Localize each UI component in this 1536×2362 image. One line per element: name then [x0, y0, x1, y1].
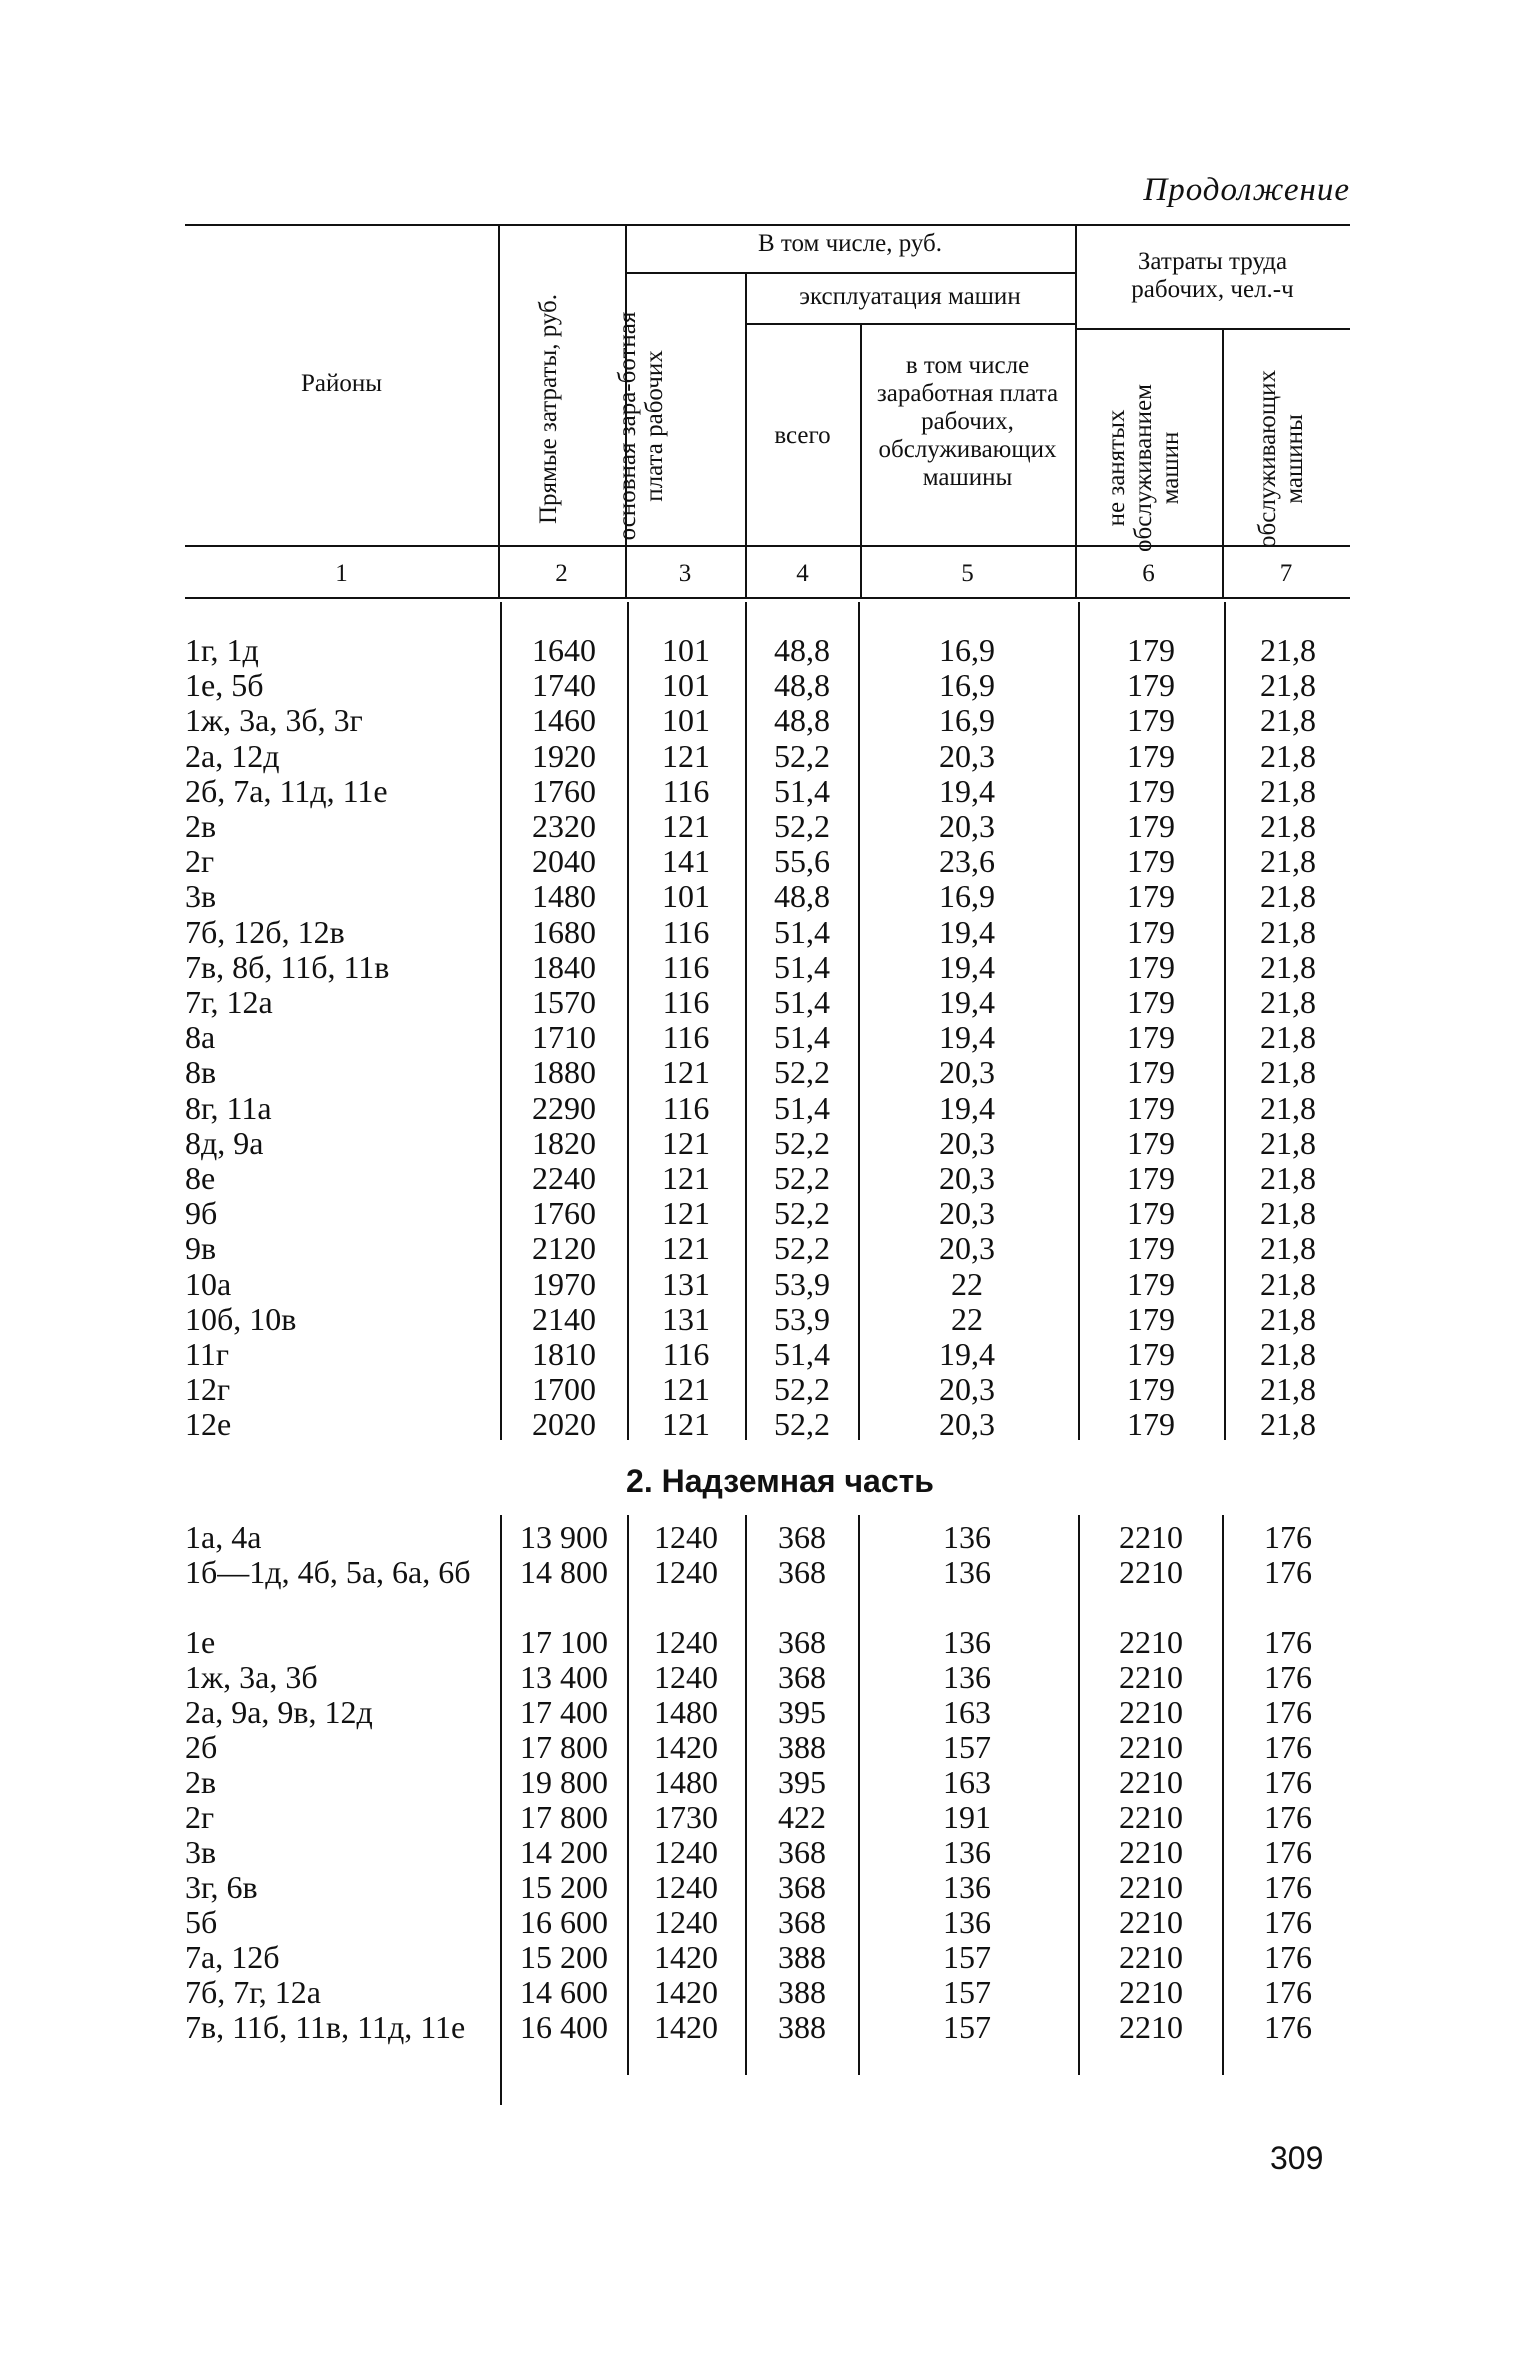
cell-direct-costs: 14 600 [520, 1974, 608, 2010]
cell-base-wage: 1420 [654, 2009, 718, 2045]
cell-base-wage: 1420 [654, 1974, 718, 2010]
cell-labor-machine: 21,8 [1260, 843, 1316, 880]
cell-labor-not-machine: 179 [1127, 667, 1175, 704]
cell-labor-not-machine: 179 [1127, 702, 1175, 739]
header-vline [498, 224, 500, 597]
cell-machine-total: 388 [778, 1729, 826, 1765]
cell-region: 9б [185, 1195, 218, 1232]
cell-direct-costs: 1810 [532, 1336, 596, 1372]
cell-base-wage: 121 [662, 1371, 710, 1408]
cell-labor-machine: 176 [1264, 1869, 1312, 1905]
cell-machine-wage: 19,4 [939, 1019, 995, 1056]
cell-base-wage: 116 [662, 1089, 710, 1126]
cell-machine-total: 53,9 [774, 1265, 830, 1302]
cell-labor-machine: 176 [1264, 1939, 1312, 1975]
cell-machine-total: 368 [778, 1519, 826, 1555]
body-vline [1222, 1515, 1224, 2075]
cell-base-wage: 101 [662, 632, 710, 668]
cell-labor-not-machine: 2210 [1119, 1624, 1183, 1660]
cell-machine-wage: 136 [943, 1659, 991, 1695]
cell-direct-costs: 13 400 [520, 1659, 608, 1695]
cell-base-wage: 141 [662, 843, 710, 880]
cell-machine-wage: 163 [943, 1764, 991, 1800]
cell-labor-machine: 21,8 [1260, 913, 1316, 950]
header-incl-wage: в том числе заработная плата рабочих, обслуживающих машины [876, 352, 1059, 491]
cell-base-wage: 101 [662, 667, 710, 704]
cell-region: 9в [185, 1230, 217, 1267]
cell-base-wage: 101 [662, 702, 710, 739]
table-top-rule [185, 224, 1350, 226]
cell-direct-costs: 2140 [532, 1300, 596, 1337]
cell-labor-not-machine: 179 [1127, 1019, 1175, 1056]
cell-labor-machine: 21,8 [1260, 1089, 1316, 1126]
cell-direct-costs: 1840 [532, 948, 596, 985]
cell-region: 8г, 11а [185, 1089, 272, 1126]
cell-machine-wage: 19,4 [939, 1089, 995, 1126]
cell-machine-total: 52,2 [774, 1230, 830, 1267]
cell-direct-costs: 17 100 [520, 1624, 608, 1660]
cell-labor-not-machine: 179 [1127, 737, 1175, 774]
cell-labor-machine: 21,8 [1260, 1265, 1316, 1302]
cell-direct-costs: 1700 [532, 1371, 596, 1408]
cell-machine-wage: 157 [943, 1939, 991, 1975]
cell-region: 8а [185, 1019, 216, 1056]
cell-base-wage: 131 [662, 1300, 710, 1337]
cell-labor-not-machine: 179 [1127, 1054, 1175, 1091]
cell-machine-wage: 20,3 [939, 1160, 995, 1196]
cell-labor-machine: 21,8 [1260, 878, 1316, 915]
cell-base-wage: 116 [662, 772, 710, 809]
cell-direct-costs: 2120 [532, 1230, 596, 1267]
cell-labor-not-machine: 179 [1127, 1300, 1175, 1337]
cell-labor-machine: 21,8 [1260, 1019, 1316, 1056]
cell-region: 3г, 6в [185, 1869, 258, 1905]
cell-machine-total: 52,2 [774, 1195, 830, 1232]
cell-base-wage: 1240 [654, 1659, 718, 1695]
cell-region: 2г [185, 843, 215, 880]
cell-direct-costs: 1920 [532, 737, 596, 774]
cell-machine-total: 48,8 [774, 632, 830, 668]
cell-labor-not-machine: 179 [1127, 1336, 1175, 1372]
cell-machine-total: 53,9 [774, 1300, 830, 1337]
header-machine-exploitation: эксплуатация машин [799, 283, 1021, 310]
cell-direct-costs: 2240 [532, 1160, 596, 1196]
cell-region: 2а, 12д [185, 737, 280, 774]
cell-machine-total: 51,4 [774, 772, 830, 809]
cell-direct-costs: 1740 [532, 667, 596, 704]
cell-labor-machine: 21,8 [1260, 984, 1316, 1020]
cell-labor-not-machine: 2210 [1119, 1799, 1183, 1835]
rule-under-labor [1075, 328, 1350, 330]
header-vline [860, 323, 862, 597]
cell-region: 8в [185, 1054, 217, 1091]
rule-under-exploitation [745, 323, 1075, 325]
cell-direct-costs: 1760 [532, 772, 596, 809]
cell-labor-machine: 21,8 [1260, 1371, 1316, 1408]
cell-region: 7в, 8б, 11б, 11в [185, 948, 390, 985]
cell-region: 5б [185, 1904, 218, 1940]
cell-labor-machine: 176 [1264, 1694, 1312, 1730]
cell-base-wage: 1240 [654, 1519, 718, 1555]
cell-machine-total: 388 [778, 2009, 826, 2045]
cell-base-wage: 1420 [654, 1939, 718, 1975]
cell-labor-not-machine: 179 [1127, 1089, 1175, 1126]
cell-base-wage: 121 [662, 1230, 710, 1267]
cell-labor-machine: 176 [1264, 1764, 1312, 1800]
cell-labor-not-machine: 2210 [1119, 1519, 1183, 1555]
cell-labor-machine: 176 [1264, 1519, 1312, 1555]
cell-region: 7а, 12б [185, 1939, 280, 1975]
cell-labor-machine: 21,8 [1260, 948, 1316, 985]
cell-machine-total: 48,8 [774, 667, 830, 704]
col-number-5: 5 [961, 560, 974, 587]
col-number-1: 1 [335, 560, 348, 587]
cell-machine-total: 388 [778, 1939, 826, 1975]
cell-machine-wage: 23,6 [939, 843, 995, 880]
cell-region: 2б, 7а, 11д, 11е [185, 772, 388, 809]
cell-base-wage: 121 [662, 737, 710, 774]
header-machine-serving: обслуживающих машины [1254, 370, 1308, 548]
cell-direct-costs: 17 400 [520, 1694, 608, 1730]
cell-labor-machine: 176 [1264, 1624, 1312, 1660]
col-number-7: 7 [1279, 560, 1293, 587]
cell-labor-not-machine: 2210 [1119, 1834, 1183, 1870]
cell-machine-total: 51,4 [774, 1089, 830, 1126]
header-not-machine: не занятых обслуживанием машин [1103, 384, 1184, 552]
cell-region: 7г, 12а [185, 984, 273, 1020]
cell-machine-wage: 19,4 [939, 913, 995, 950]
cell-region: 1ж, 3а, 3б [185, 1659, 318, 1695]
col-number-4: 4 [796, 560, 809, 587]
header-total: всего [774, 422, 831, 449]
cell-machine-total: 368 [778, 1869, 826, 1905]
cell-region: 10а [185, 1265, 232, 1302]
cell-machine-total: 395 [778, 1764, 826, 1800]
header-vline [1222, 328, 1224, 597]
cell-machine-total: 52,2 [774, 1371, 830, 1408]
cell-labor-machine: 21,8 [1260, 1336, 1316, 1372]
cell-machine-wage: 157 [943, 1974, 991, 2010]
col-number-6: 6 [1142, 560, 1155, 587]
cell-machine-total: 368 [778, 1624, 826, 1660]
cell-base-wage: 116 [662, 913, 710, 950]
cell-machine-wage: 20,3 [939, 1195, 995, 1232]
cell-machine-total: 51,4 [774, 984, 830, 1020]
cell-labor-not-machine: 2210 [1119, 1904, 1183, 1940]
cell-machine-total: 51,4 [774, 1336, 830, 1372]
cell-machine-total: 52,2 [774, 1124, 830, 1161]
cell-machine-wage: 191 [943, 1799, 991, 1835]
cell-direct-costs: 2020 [532, 1406, 596, 1443]
cell-machine-total: 51,4 [774, 913, 830, 950]
cell-direct-costs: 1760 [532, 1195, 596, 1232]
cell-machine-total: 55,6 [774, 843, 830, 880]
cell-region: 10б, 10в [185, 1300, 297, 1337]
cell-labor-not-machine: 179 [1127, 632, 1175, 668]
cell-base-wage: 1730 [654, 1799, 718, 1835]
cell-labor-machine: 21,8 [1260, 702, 1316, 739]
header-labor-costs: Затраты труда рабочих, чел.-ч [1131, 248, 1294, 303]
cell-direct-costs: 14 200 [520, 1834, 608, 1870]
cell-labor-not-machine: 2210 [1119, 1869, 1183, 1905]
cell-labor-not-machine: 179 [1127, 1195, 1175, 1232]
cell-base-wage: 101 [662, 878, 710, 915]
cell-base-wage: 121 [662, 1054, 710, 1091]
cell-labor-machine: 21,8 [1260, 1195, 1316, 1232]
cell-direct-costs: 15 200 [520, 1869, 608, 1905]
cell-machine-wage: 16,9 [939, 702, 995, 739]
cell-direct-costs: 19 800 [520, 1764, 608, 1800]
cell-direct-costs: 2320 [532, 808, 596, 844]
cell-base-wage: 1240 [654, 1834, 718, 1870]
cell-machine-wage: 16,9 [939, 878, 995, 915]
cell-machine-wage: 19,4 [939, 984, 995, 1020]
cell-machine-wage: 157 [943, 1729, 991, 1765]
cell-labor-machine: 176 [1264, 1834, 1312, 1870]
cell-region: 2г [185, 1799, 215, 1835]
cell-labor-machine: 21,8 [1260, 632, 1316, 668]
cell-labor-not-machine: 179 [1127, 1124, 1175, 1161]
cell-labor-not-machine: 179 [1127, 1160, 1175, 1196]
cell-machine-wage: 136 [943, 1869, 991, 1905]
cell-region: 2в [185, 808, 217, 844]
cell-direct-costs: 2290 [532, 1089, 596, 1126]
cell-machine-total: 51,4 [774, 948, 830, 985]
cell-base-wage: 1480 [654, 1764, 718, 1800]
cell-base-wage: 131 [662, 1265, 710, 1302]
cell-machine-wage: 19,4 [939, 948, 995, 985]
cell-machine-wage: 136 [943, 1904, 991, 1940]
cell-region: 7б, 12б, 12в [185, 913, 345, 950]
cell-machine-wage: 157 [943, 2009, 991, 2045]
cell-machine-total: 52,2 [774, 1054, 830, 1091]
cell-region: 3в [185, 878, 217, 915]
cell-machine-total: 388 [778, 1974, 826, 2010]
cell-machine-wage: 16,9 [939, 667, 995, 704]
cell-labor-not-machine: 2210 [1119, 2009, 1183, 2045]
cell-direct-costs: 1570 [532, 984, 596, 1020]
cell-machine-total: 422 [778, 1799, 826, 1835]
cell-labor-machine: 21,8 [1260, 1124, 1316, 1161]
cell-machine-total: 48,8 [774, 702, 830, 739]
body-vline [745, 1515, 747, 2075]
cell-direct-costs: 15 200 [520, 1939, 608, 1975]
cell-region: 7в, 11б, 11в, 11д, 11е [185, 2009, 466, 2045]
page-number: 309 [1270, 2140, 1324, 2176]
cell-machine-total: 368 [778, 1659, 826, 1695]
cell-base-wage: 116 [662, 1336, 710, 1372]
body-vline [858, 602, 860, 1440]
cell-machine-wage: 20,3 [939, 1406, 995, 1443]
cell-base-wage: 1420 [654, 1729, 718, 1765]
cell-direct-costs: 17 800 [520, 1729, 608, 1765]
cell-region: 1ж, 3а, 3б, 3г [185, 702, 363, 739]
cell-labor-machine: 21,8 [1260, 1054, 1316, 1091]
cell-base-wage: 121 [662, 1406, 710, 1443]
cell-direct-costs: 17 800 [520, 1799, 608, 1835]
cell-base-wage: 121 [662, 1195, 710, 1232]
cell-machine-wage: 20,3 [939, 1230, 995, 1267]
cell-labor-not-machine: 179 [1127, 843, 1175, 880]
header-vline [1075, 224, 1077, 597]
cell-direct-costs: 1710 [532, 1019, 596, 1056]
colnum-bottom-rule [185, 597, 1350, 599]
cell-machine-total: 368 [778, 1834, 826, 1870]
cell-direct-costs: 1460 [532, 702, 596, 739]
cell-machine-total: 51,4 [774, 1019, 830, 1056]
cell-region: 1е, 5б [185, 667, 264, 704]
cell-direct-costs: 1880 [532, 1054, 596, 1091]
body-vline [745, 602, 747, 1440]
cell-direct-costs: 1640 [532, 632, 596, 668]
col-number-3: 3 [678, 560, 692, 587]
cell-machine-total: 48,8 [774, 878, 830, 915]
cell-labor-not-machine: 179 [1127, 1265, 1175, 1302]
cell-labor-not-machine: 2210 [1119, 1764, 1183, 1800]
cell-base-wage: 121 [662, 808, 710, 844]
cell-labor-not-machine: 179 [1127, 878, 1175, 915]
cell-labor-not-machine: 179 [1127, 948, 1175, 985]
cell-direct-costs: 1680 [532, 913, 596, 950]
col-number-2: 2 [555, 560, 568, 587]
cell-labor-machine: 21,8 [1260, 808, 1316, 844]
cell-labor-machine: 21,8 [1260, 1300, 1316, 1337]
cell-region: 1е [185, 1624, 216, 1660]
cell-machine-wage: 16,9 [939, 632, 995, 668]
cell-machine-total: 52,2 [774, 737, 830, 774]
cell-direct-costs: 1480 [532, 878, 596, 915]
cell-direct-costs: 1970 [532, 1265, 596, 1302]
cell-labor-machine: 176 [1264, 1904, 1312, 1940]
cell-machine-wage: 20,3 [939, 737, 995, 774]
cell-machine-wage: 20,3 [939, 1371, 995, 1408]
cell-region: 7б, 7г, 12а [185, 1974, 321, 2010]
header-base-wage: основная зара-ботная плата рабочих [614, 311, 668, 541]
cell-labor-machine: 21,8 [1260, 667, 1316, 704]
cell-labor-not-machine: 179 [1127, 1371, 1175, 1408]
cell-labor-machine: 21,8 [1260, 1406, 1316, 1443]
cell-labor-machine: 176 [1264, 1974, 1312, 2010]
cell-labor-not-machine: 179 [1127, 772, 1175, 809]
cell-base-wage: 1240 [654, 1904, 718, 1940]
cell-machine-wage: 22 [951, 1265, 983, 1302]
cell-direct-costs: 2040 [532, 843, 596, 880]
cell-direct-costs: 16 400 [520, 2009, 608, 2045]
cell-labor-not-machine: 179 [1127, 1406, 1175, 1443]
cell-region: 2б [185, 1729, 218, 1765]
cell-machine-wage: 19,4 [939, 772, 995, 809]
cell-region: 2а, 9а, 9в, 12д [185, 1694, 373, 1730]
cell-labor-not-machine: 2210 [1119, 1939, 1183, 1975]
cell-base-wage: 121 [662, 1160, 710, 1196]
cell-machine-wage: 22 [951, 1300, 983, 1337]
cell-region: 1а, 4а [185, 1519, 262, 1555]
cell-labor-not-machine: 179 [1127, 913, 1175, 950]
header-regions: Районы [300, 370, 383, 397]
cell-machine-wage: 136 [943, 1834, 991, 1870]
cell-machine-wage: 19,4 [939, 1336, 995, 1372]
cell-labor-not-machine: 2210 [1119, 1659, 1183, 1695]
cell-labor-machine: 21,8 [1260, 1160, 1316, 1196]
cell-labor-machine: 21,8 [1260, 737, 1316, 774]
cell-direct-costs: 14 800 [520, 1554, 608, 1590]
cell-labor-not-machine: 179 [1127, 984, 1175, 1020]
cell-labor-machine: 176 [1264, 1659, 1312, 1695]
cell-machine-total: 52,2 [774, 1160, 830, 1196]
cell-labor-not-machine: 2210 [1119, 1729, 1183, 1765]
cell-machine-wage: 163 [943, 1694, 991, 1730]
cell-direct-costs: 1820 [532, 1124, 596, 1161]
cell-base-wage: 1240 [654, 1554, 718, 1590]
cell-labor-machine: 176 [1264, 2009, 1312, 2045]
cell-base-wage: 116 [662, 948, 710, 985]
cell-machine-wage: 136 [943, 1519, 991, 1555]
cell-machine-wage: 20,3 [939, 1124, 995, 1161]
cell-machine-wage: 136 [943, 1554, 991, 1590]
cell-labor-not-machine: 179 [1127, 808, 1175, 844]
cell-machine-wage: 136 [943, 1624, 991, 1660]
cell-region: 8е [185, 1160, 216, 1196]
cell-direct-costs: 13 900 [520, 1519, 608, 1555]
cell-machine-total: 52,2 [774, 808, 830, 844]
header-direct-costs: Прямые затраты, руб. [535, 293, 562, 525]
cell-base-wage: 1480 [654, 1694, 718, 1730]
cell-base-wage: 121 [662, 1124, 710, 1161]
cell-region: 8д, 9а [185, 1124, 264, 1161]
cell-region: 3в [185, 1834, 217, 1870]
cell-machine-total: 52,2 [774, 1406, 830, 1443]
rule-under-incl [625, 272, 1075, 274]
cell-machine-wage: 20,3 [939, 1054, 995, 1091]
cell-base-wage: 1240 [654, 1869, 718, 1905]
cell-region: 1г, 1д [185, 632, 259, 668]
cell-labor-machine: 176 [1264, 1729, 1312, 1765]
cell-region: 1б—1д, 4б, 5а, 6а, 6б [185, 1554, 471, 1590]
cell-labor-not-machine: 2210 [1119, 1974, 1183, 2010]
cell-labor-machine: 21,8 [1260, 772, 1316, 809]
cell-base-wage: 1240 [654, 1624, 718, 1660]
cell-region: 12е [185, 1406, 232, 1443]
section2-title: 2. Надземная часть [626, 1463, 934, 1499]
cell-labor-machine: 21,8 [1260, 1230, 1316, 1267]
cell-direct-costs: 16 600 [520, 1904, 608, 1940]
cell-region: 12г [185, 1371, 231, 1408]
cell-region: 2в [185, 1764, 217, 1800]
cell-machine-total: 368 [778, 1904, 826, 1940]
cell-machine-total: 395 [778, 1694, 826, 1730]
header-incl-rub: В том числе, руб. [757, 230, 943, 257]
cell-labor-not-machine: 2210 [1119, 1694, 1183, 1730]
cell-labor-not-machine: 179 [1127, 1230, 1175, 1267]
cell-machine-wage: 20,3 [939, 808, 995, 844]
cell-region: 11г [185, 1336, 229, 1372]
cell-base-wage: 116 [662, 1019, 710, 1056]
cell-labor-not-machine: 2210 [1119, 1554, 1183, 1590]
cell-machine-total: 368 [778, 1554, 826, 1590]
continuation-label: Продолжение [1143, 172, 1350, 208]
cell-base-wage: 116 [662, 984, 710, 1020]
body-vline [858, 1515, 860, 2075]
cell-labor-machine: 176 [1264, 1799, 1312, 1835]
cell-labor-machine: 176 [1264, 1554, 1312, 1590]
